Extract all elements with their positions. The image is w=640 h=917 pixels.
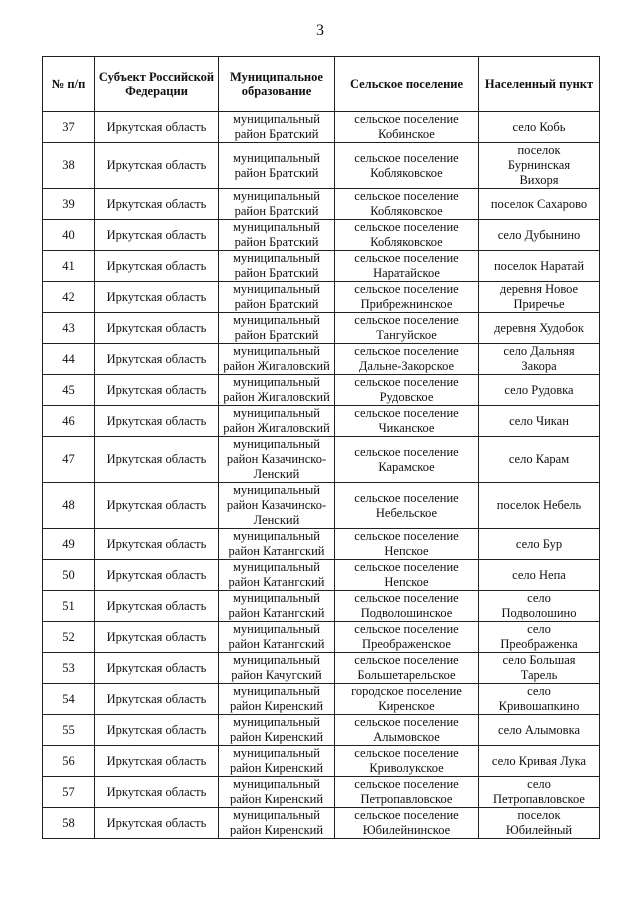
cell-locality-text: село Подволошино (501, 591, 577, 620)
cell-settlement (335, 112, 479, 143)
cell-num-text: 49 (62, 536, 75, 551)
cell-num-text: 53 (62, 660, 75, 675)
cell-subject-text: Иркутская область (106, 158, 207, 172)
cell-num (43, 344, 95, 375)
cell-locality-text: село Непа (512, 567, 566, 582)
cell-num-text: 47 (62, 452, 75, 466)
cell-municipality (219, 746, 335, 777)
cell-subject-text: Иркутская область (106, 289, 207, 304)
cell-locality-text: село Алымовка (497, 722, 581, 737)
header-num: № п/п (43, 57, 95, 112)
cell-settlement (335, 808, 479, 839)
cell-municipality (219, 653, 335, 684)
cell-locality (479, 529, 600, 560)
cell-locality (479, 777, 600, 808)
cell-locality (479, 715, 600, 746)
cell-num-text: 44 (62, 351, 75, 366)
cell-subject-text: Иркутская область (106, 452, 207, 466)
cell-locality-text: село Карам (508, 452, 570, 466)
cell-num-text: 50 (62, 567, 75, 582)
header-municipality: Муниципальное образование (219, 57, 335, 112)
cell-locality-text: поселок Наратай (493, 258, 585, 273)
cell-num (43, 189, 95, 220)
cell-locality (479, 375, 600, 406)
cell-municipality (219, 715, 335, 746)
cell-num (43, 282, 95, 313)
cell-num (43, 112, 95, 143)
cell-locality (479, 560, 600, 591)
cell-subject-text: Иркутская область (106, 598, 207, 613)
cell-locality-text: село Чикан (509, 413, 569, 428)
cell-settlement (335, 746, 479, 777)
table-row (43, 684, 600, 715)
cell-settlement-text: сельское поселение Непское (354, 529, 459, 558)
cell-settlement-text: городское поселение Киренское (351, 684, 462, 713)
cell-subject-text: Иркутская область (106, 629, 207, 644)
cell-locality-text: поселок Бурнинская Вихоря (507, 143, 571, 187)
cell-subject (95, 375, 219, 406)
cell-municipality (219, 313, 335, 344)
cell-num (43, 560, 95, 591)
table-row (43, 220, 600, 251)
cell-settlement (335, 777, 479, 808)
cell-locality-text: село Кобь (512, 119, 566, 134)
cell-subject-text: Иркутская область (106, 498, 207, 512)
cell-locality (479, 684, 600, 715)
cell-locality (479, 622, 600, 653)
cell-municipality (219, 591, 335, 622)
cell-settlement (335, 715, 479, 746)
cell-num-text: 39 (62, 196, 75, 211)
cell-settlement (335, 591, 479, 622)
cell-subject (95, 560, 219, 591)
table-row (43, 344, 600, 375)
cell-num-text: 46 (62, 413, 75, 428)
cell-settlement (335, 344, 479, 375)
cell-municipality-text: муниципальный район Катангский (228, 591, 325, 620)
cell-settlement (335, 220, 479, 251)
cell-municipality-text: муниципальный район Казачинско- Ленский (226, 437, 327, 481)
cell-settlement (335, 375, 479, 406)
cell-subject (95, 437, 219, 483)
cell-municipality-text: муниципальный район Братский (233, 189, 320, 218)
cell-municipality (219, 529, 335, 560)
cell-num-text: 38 (62, 158, 75, 172)
cell-municipality (219, 251, 335, 282)
cell-municipality (219, 143, 335, 189)
cell-subject-text: Иркутская область (106, 382, 207, 397)
cell-num (43, 220, 95, 251)
cell-settlement-text: сельское поселение Преображенское (354, 622, 459, 651)
header-locality: Населенный пункт (479, 57, 600, 112)
cell-subject (95, 483, 219, 529)
cell-subject (95, 406, 219, 437)
cell-municipality-text: муниципальный район Жигаловский (223, 375, 330, 404)
cell-num (43, 808, 95, 839)
cell-locality (479, 653, 600, 684)
table-row (43, 560, 600, 591)
cell-settlement (335, 529, 479, 560)
cell-subject (95, 622, 219, 653)
cell-municipality (219, 684, 335, 715)
cell-settlement (335, 684, 479, 715)
cell-municipality (219, 344, 335, 375)
cell-settlement-text: сельское поселение Кобинское (354, 112, 459, 141)
cell-subject-text: Иркутская область (106, 536, 207, 551)
cell-num (43, 313, 95, 344)
cell-num (43, 653, 95, 684)
cell-num (43, 746, 95, 777)
cell-locality (479, 143, 600, 189)
cell-municipality-text: муниципальный район Братский (233, 251, 320, 280)
cell-settlement (335, 437, 479, 483)
table-header-row (43, 57, 600, 112)
table-row (43, 143, 600, 189)
table-row (43, 112, 600, 143)
cell-municipality (219, 375, 335, 406)
cell-municipality-text: муниципальный район Казачинско- Ленский (226, 483, 327, 527)
cell-num (43, 251, 95, 282)
table-row (43, 622, 600, 653)
cell-subject (95, 529, 219, 560)
cell-locality (479, 220, 600, 251)
cell-locality-text: село Бур (515, 536, 563, 551)
cell-municipality-text: муниципальный район Катангский (228, 560, 325, 589)
cell-locality-text: деревня Новое Приречье (499, 282, 579, 311)
cell-settlement (335, 653, 479, 684)
cell-municipality (219, 112, 335, 143)
cell-subject-text: Иркутская область (106, 567, 207, 582)
cell-municipality-text: муниципальный район Качугский (231, 653, 322, 682)
cell-locality-text: село Дальняя Закора (503, 344, 575, 373)
cell-subject-text: Иркутская область (106, 413, 207, 428)
cell-settlement (335, 483, 479, 529)
cell-num (43, 437, 95, 483)
table-row (43, 375, 600, 406)
page-number: 3 (316, 22, 324, 39)
cell-subject-text: Иркутская область (106, 258, 207, 273)
cell-municipality (219, 777, 335, 808)
cell-settlement-text: сельское поселение Подволошинское (354, 591, 459, 620)
cell-num-text: 51 (62, 598, 75, 613)
cell-settlement-text: сельское поселение Рудовское (354, 375, 459, 404)
cell-settlement-text: сельское поселение Большетарельское (354, 653, 459, 682)
cell-municipality-text: муниципальный район Жигаловский (223, 344, 330, 373)
cell-settlement-text: сельское поселение Юбилейнинское (354, 808, 459, 837)
cell-municipality-text: муниципальный район Братский (233, 282, 320, 311)
cell-municipality (219, 622, 335, 653)
cell-locality-text: поселок Сахарово (490, 196, 588, 211)
cell-subject-text: Иркутская область (106, 815, 207, 830)
cell-settlement (335, 251, 479, 282)
cell-municipality (219, 189, 335, 220)
cell-num-text: 41 (62, 258, 75, 273)
cell-subject (95, 344, 219, 375)
cell-locality (479, 808, 600, 839)
cell-num-text: 45 (62, 382, 75, 397)
cell-locality-text: село Большая Тарель (502, 653, 576, 682)
cell-subject-text: Иркутская область (106, 660, 207, 675)
cell-locality-text: деревня Худобок (494, 320, 584, 335)
cell-locality-text: поселок Небель (496, 498, 582, 512)
cell-subject (95, 189, 219, 220)
cell-num-text: 58 (62, 815, 75, 830)
cell-settlement-text: сельское поселение Дальне-Закорское (354, 344, 459, 373)
cell-locality-text: село Рудовка (504, 382, 574, 397)
cell-num (43, 483, 95, 529)
cell-settlement (335, 282, 479, 313)
header-subject: Субъект Российской Федерации (95, 57, 219, 112)
cell-locality (479, 313, 600, 344)
cell-subject (95, 746, 219, 777)
table-row (43, 653, 600, 684)
cell-subject (95, 282, 219, 313)
cell-num (43, 406, 95, 437)
cell-municipality-text: муниципальный район Киренский (229, 808, 324, 837)
cell-num-text: 48 (62, 498, 75, 512)
cell-settlement (335, 622, 479, 653)
table-row (43, 251, 600, 282)
cell-municipality-text: муниципальный район Катангский (228, 529, 325, 558)
cell-locality (479, 344, 600, 375)
cell-subject-text: Иркутская область (106, 784, 207, 799)
cell-num-text: 52 (62, 629, 75, 644)
cell-num-text: 56 (62, 753, 75, 768)
cell-num (43, 375, 95, 406)
cell-settlement-text: сельское поселение Тангуйское (354, 313, 459, 342)
cell-num (43, 622, 95, 653)
cell-num (43, 777, 95, 808)
cell-municipality (219, 282, 335, 313)
cell-num-text: 43 (62, 320, 75, 335)
cell-settlement-text: сельское поселение Наратайское (354, 251, 459, 280)
cell-locality-text: село Петропавловское (493, 777, 585, 806)
cell-municipality (219, 406, 335, 437)
cell-num (43, 591, 95, 622)
cell-municipality-text: муниципальный район Жигаловский (223, 406, 330, 435)
cell-locality-text: село Преображенка (500, 622, 578, 651)
cell-settlement (335, 143, 479, 189)
cell-settlement-text: сельское поселение Алымовское (354, 715, 459, 744)
cell-locality (479, 189, 600, 220)
cell-settlement-text: сельское поселение Петропавловское (354, 777, 459, 806)
cell-locality (479, 282, 600, 313)
cell-subject (95, 220, 219, 251)
cell-settlement-text: сельское поселение Непское (354, 560, 459, 589)
table-row (43, 777, 600, 808)
cell-municipality-text: муниципальный район Киренский (229, 777, 324, 806)
cell-municipality (219, 437, 335, 483)
cell-settlement (335, 560, 479, 591)
cell-municipality-text: муниципальный район Киренский (229, 715, 324, 744)
table-row (43, 189, 600, 220)
cell-subject (95, 112, 219, 143)
cell-num-text: 54 (62, 691, 75, 706)
cell-subject-text: Иркутская область (106, 119, 207, 134)
cell-subject-text: Иркутская область (106, 196, 207, 211)
cell-municipality (219, 483, 335, 529)
settlements-table (42, 56, 600, 839)
cell-locality (479, 437, 600, 483)
cell-locality (479, 746, 600, 777)
cell-locality-text: село Кривошапкино (498, 684, 580, 713)
cell-num (43, 684, 95, 715)
cell-settlement (335, 313, 479, 344)
cell-municipality-text: муниципальный район Братский (233, 112, 320, 141)
cell-municipality-text: муниципальный район Братский (233, 150, 320, 180)
cell-municipality-text: муниципальный район Братский (233, 313, 320, 342)
table-row (43, 437, 600, 483)
cell-municipality (219, 808, 335, 839)
cell-settlement-text: сельское поселение Криволукское (354, 746, 459, 775)
cell-locality-text: село Кривая Лука (491, 753, 587, 768)
cell-subject-text: Иркутская область (106, 351, 207, 366)
cell-subject-text: Иркутская область (106, 320, 207, 335)
cell-locality (479, 251, 600, 282)
cell-subject (95, 808, 219, 839)
table-row (43, 591, 600, 622)
cell-locality-text: село Дубынино (497, 227, 581, 242)
table-body (43, 112, 600, 839)
cell-subject (95, 684, 219, 715)
cell-locality (479, 591, 600, 622)
cell-municipality (219, 220, 335, 251)
cell-num-text: 55 (62, 722, 75, 737)
cell-subject-text: Иркутская область (106, 753, 207, 768)
cell-subject (95, 715, 219, 746)
table-row (43, 483, 600, 529)
cell-settlement-text: сельское поселение Кобляковское (354, 150, 459, 180)
cell-municipality-text: муниципальный район Киренский (229, 746, 324, 775)
header-settlement: Сельское поселение (335, 57, 479, 112)
cell-num (43, 529, 95, 560)
cell-subject-text: Иркутская область (106, 227, 207, 242)
cell-municipality (219, 560, 335, 591)
cell-settlement-text: сельское поселение Кобляковское (354, 220, 459, 249)
cell-settlement (335, 189, 479, 220)
cell-settlement-text: сельское поселение Карамское (354, 444, 459, 474)
cell-subject (95, 591, 219, 622)
cell-settlement-text: сельское поселение Чиканское (354, 406, 459, 435)
table-row (43, 746, 600, 777)
cell-num-text: 40 (62, 227, 75, 242)
cell-municipality-text: муниципальный район Братский (233, 220, 320, 249)
cell-settlement-text: сельское поселение Прибрежнинское (354, 282, 459, 311)
cell-settlement (335, 406, 479, 437)
table-row (43, 529, 600, 560)
table-row (43, 715, 600, 746)
cell-municipality-text: муниципальный район Киренский (229, 684, 324, 713)
table-row (43, 406, 600, 437)
cell-locality (479, 483, 600, 529)
cell-subject (95, 251, 219, 282)
cell-settlement-text: сельское поселение Кобляковское (354, 189, 459, 218)
cell-locality (479, 406, 600, 437)
cell-subject (95, 653, 219, 684)
cell-subject (95, 313, 219, 344)
cell-num-text: 57 (62, 784, 75, 799)
table-row (43, 313, 600, 344)
cell-subject-text: Иркутская область (106, 722, 207, 737)
cell-municipality-text: муниципальный район Катангский (228, 622, 325, 651)
cell-subject (95, 777, 219, 808)
cell-num-text: 37 (62, 119, 75, 134)
cell-locality-text: поселок Юбилейный (505, 808, 573, 837)
cell-num (43, 143, 95, 189)
cell-num-text: 42 (62, 289, 75, 304)
cell-subject (95, 143, 219, 189)
cell-subject-text: Иркутская область (106, 691, 207, 706)
table-row (43, 808, 600, 839)
cell-num (43, 715, 95, 746)
cell-settlement-text: сельское поселение Небельское (354, 490, 459, 520)
cell-locality (479, 112, 600, 143)
table-row (43, 282, 600, 313)
